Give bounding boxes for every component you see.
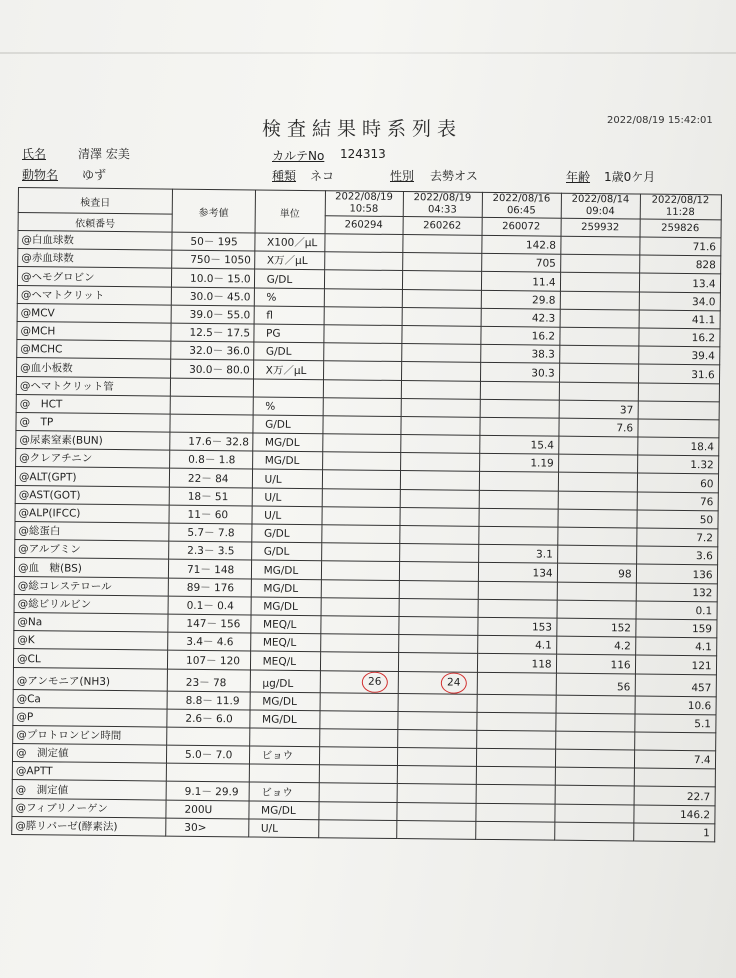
unit: % (254, 288, 324, 307)
reference-range: 10.0－ 15.0 (171, 268, 254, 287)
age-label: 年齢 (566, 170, 591, 184)
result-value (558, 454, 637, 473)
chart-no-label: カルテNo (272, 149, 325, 163)
result-value: 0.1 (636, 601, 717, 620)
result-value: 18.4 (637, 437, 718, 456)
reference-range: 17.6－ 32.8 (170, 432, 253, 451)
col-req-5: 259826 (640, 219, 721, 238)
result-value (400, 453, 479, 472)
result-value: 116 (556, 654, 635, 673)
test-name: @アンモニア(NH3) (13, 667, 167, 691)
test-name: @ 測定値 (12, 780, 166, 800)
result-value: 71.6 (639, 237, 720, 256)
result-value (324, 288, 402, 307)
result-value (319, 710, 397, 729)
result-value (398, 635, 477, 654)
chart-no: 124313 (340, 147, 386, 161)
reference-range: 107－ 120 (167, 650, 250, 669)
result-value (320, 652, 398, 671)
result-value: 3.1 (478, 545, 557, 564)
result-value: 30.3 (480, 363, 559, 382)
result-value (401, 325, 480, 344)
result-value (400, 471, 479, 490)
test-name: @ HCT (16, 394, 170, 414)
result-value (319, 729, 397, 748)
reference-range: 8.8－ 11.9 (167, 691, 250, 710)
result-value (402, 235, 481, 254)
result-value: 4.2 (556, 636, 635, 655)
test-name: @ヘモグロビン (17, 267, 171, 287)
test-name: @AST(GOT) (15, 485, 169, 505)
unit: G/DL (254, 269, 324, 288)
unit: MEQ/L (250, 615, 320, 634)
result-value (554, 822, 633, 841)
unit: MEQ/L (250, 651, 320, 670)
result-value (559, 382, 638, 401)
test-name: @MCH (17, 321, 171, 341)
result-value: 142.8 (481, 235, 560, 254)
header-reference: 参考値 (172, 189, 255, 233)
result-value (322, 452, 400, 471)
result-value (555, 786, 634, 805)
result-value (320, 616, 398, 635)
reference-range: 5.0－ 7.0 (166, 745, 249, 764)
unit: % (253, 397, 323, 416)
result-value (322, 488, 400, 507)
col-date-1: 2022/08/19 10:58 (325, 191, 403, 217)
result-value (397, 784, 476, 803)
test-name: @総ビリルビン (14, 594, 168, 614)
result-value (476, 767, 555, 786)
result-value (401, 398, 480, 417)
result-value (634, 768, 715, 787)
result-value (320, 634, 398, 653)
test-name: @総蛋白 (15, 521, 169, 541)
result-value (480, 381, 559, 400)
result-value (397, 748, 476, 767)
result-value (320, 670, 398, 693)
test-name: @APTT (12, 762, 166, 782)
result-value: 132 (636, 583, 717, 602)
result-value: 3.6 (636, 546, 717, 565)
result-value: 1 (633, 823, 714, 842)
result-value (479, 508, 558, 527)
test-name: @ALT(GPT) (15, 467, 169, 487)
result-value (321, 597, 399, 616)
result-value (402, 253, 481, 272)
unit: U/L (248, 819, 318, 838)
result-value (476, 730, 555, 749)
unit: X万／μL (254, 251, 324, 270)
reference-range: 5.7－ 7.8 (169, 523, 252, 542)
reference-range: 71－ 148 (168, 559, 251, 578)
test-name: @フィブリノーゲン (12, 798, 166, 818)
test-name: @ TP (16, 412, 170, 432)
result-value: 7.2 (636, 528, 717, 547)
reference-range: 0.8－ 1.8 (170, 450, 253, 469)
result-value: 153 (477, 617, 556, 636)
test-name: @血小板数 (17, 358, 171, 378)
result-value (555, 767, 634, 786)
result-value: 98 (557, 564, 636, 583)
col-date-3: 2022/08/16 06:45 (482, 192, 561, 218)
result-value (398, 671, 477, 694)
reference-range (170, 414, 253, 433)
animal-label: 動物名 (22, 168, 59, 182)
unit: X100／μL (254, 233, 324, 252)
result-value: 31.6 (638, 364, 719, 383)
result-value (560, 236, 639, 255)
header-request-no: 依頼番号 (18, 213, 172, 233)
result-value: 16.2 (480, 326, 559, 345)
result-value: 22.7 (634, 786, 715, 805)
col-date-2: 2022/08/19 04:33 (403, 192, 482, 218)
reference-range: 2.6－ 6.0 (167, 709, 250, 728)
result-value (475, 821, 554, 840)
result-value (321, 525, 399, 544)
reference-range (170, 378, 253, 397)
unit (249, 728, 319, 747)
result-value (478, 581, 557, 600)
reference-range: 89－ 176 (168, 578, 251, 597)
result-value (560, 309, 639, 328)
result-value (558, 491, 637, 510)
result-value: 37 (559, 400, 638, 419)
test-name: @尿素窒素(BUN) (16, 431, 170, 451)
report-title: 検査結果時系列表 (262, 118, 463, 140)
unit: U/L (252, 506, 322, 525)
result-value (556, 695, 635, 714)
print-timestamp: 2022/08/19 15:42:01 (607, 115, 713, 126)
reference-range: 30.0－ 45.0 (171, 287, 254, 306)
result-value: 38.3 (480, 344, 559, 363)
result-value: 121 (635, 655, 716, 674)
result-value (557, 600, 636, 619)
result-value (479, 472, 558, 491)
result-value (319, 801, 397, 820)
result-value (323, 379, 401, 398)
reference-range: 22－ 84 (169, 469, 252, 488)
result-value (323, 343, 401, 362)
reference-range: 11－ 60 (169, 505, 252, 524)
test-name: @ヘマトクリット (17, 285, 171, 305)
unit: MG/DL (249, 710, 319, 729)
result-value: 7.6 (559, 418, 638, 437)
reference-range: 32.0－ 36.0 (171, 341, 254, 360)
result-value (476, 748, 555, 767)
result-value (476, 712, 555, 731)
col-req-1: 260294 (325, 216, 403, 235)
reference-range: 30.0－ 80.0 (171, 359, 254, 378)
result-value: 118 (477, 654, 556, 673)
result-value (478, 526, 557, 545)
result-value (400, 435, 479, 454)
result-value: 42.3 (481, 308, 560, 327)
test-name: @総コレステロール (14, 576, 168, 596)
result-value (638, 419, 719, 438)
result-value: 828 (639, 255, 720, 274)
result-value (402, 289, 481, 308)
result-value (399, 544, 478, 563)
test-name: @赤血球数 (18, 249, 172, 269)
result-value (323, 361, 401, 380)
result-value (555, 713, 634, 732)
result-value (480, 399, 559, 418)
unit: G/DL (251, 524, 321, 543)
results-table (11, 187, 721, 842)
result-value (399, 526, 478, 545)
test-name: @プロトロンビン時間 (13, 725, 167, 745)
reference-range: 2.3－ 3.5 (169, 541, 252, 560)
col-req-4: 259932 (561, 218, 640, 237)
owner-name: 清澤 宏美 (78, 147, 130, 161)
result-value (397, 711, 476, 730)
reference-range: 9.1－ 29.9 (166, 782, 249, 801)
age: 1歳0ケ月 (604, 170, 656, 184)
unit (253, 378, 323, 397)
species: ネコ (310, 169, 335, 183)
col-req-2: 260262 (403, 217, 482, 236)
result-value (638, 383, 719, 402)
result-value (398, 616, 477, 635)
result-value: 146.2 (633, 805, 714, 824)
reference-range (170, 396, 253, 415)
col-req-3: 260072 (482, 217, 561, 236)
result-value: 152 (556, 618, 635, 637)
result-value (396, 802, 475, 821)
result-value (318, 819, 396, 838)
test-name: @クレアチニン (16, 449, 170, 469)
reference-range: 18－ 51 (169, 487, 252, 506)
result-value (324, 270, 402, 289)
result-value (323, 325, 401, 344)
result-value (324, 306, 402, 325)
unit: MG/DL (252, 451, 322, 470)
header-test-date: 検査日 (18, 188, 172, 215)
species-label: 種類 (272, 169, 297, 183)
result-value: 159 (635, 619, 716, 638)
test-name: @Na (14, 612, 168, 632)
result-value (479, 490, 558, 509)
result-value: 7.4 (634, 750, 715, 769)
unit: X万／μL (253, 360, 323, 379)
result-value (475, 803, 554, 822)
animal-name: ゆず (82, 168, 107, 182)
result-value: 39.4 (638, 346, 719, 365)
result-value (320, 692, 398, 711)
test-name: @ALP(IFCC) (15, 503, 169, 523)
result-value (319, 765, 397, 784)
result-value (321, 561, 399, 580)
test-name: @ 測定値 (12, 744, 166, 764)
result-value (323, 416, 401, 435)
result-value (557, 545, 636, 564)
result-value (322, 434, 400, 453)
test-name: @血 糖(BS) (14, 558, 168, 578)
result-value (319, 747, 397, 766)
result-value (560, 291, 639, 310)
result-value (397, 766, 476, 785)
result-value: 11.4 (481, 272, 560, 291)
reference-range: 147－ 156 (168, 614, 251, 633)
result-value (402, 271, 481, 290)
result-value: 5.1 (634, 714, 715, 733)
test-name: @MCHC (17, 340, 171, 360)
result-value: 16.2 (638, 328, 719, 347)
result-value (324, 234, 402, 253)
result-value (477, 694, 556, 713)
result-value (398, 653, 477, 672)
result-value (401, 380, 480, 399)
reference-range (166, 763, 249, 782)
test-name: @CL (13, 649, 167, 669)
result-value: 457 (635, 673, 716, 696)
reference-range: 0.1－ 0.4 (168, 596, 251, 615)
result-value: 34.0 (639, 292, 720, 311)
result-value (558, 509, 637, 528)
result-value: 705 (481, 254, 560, 273)
sex: 去勢オス (430, 169, 478, 183)
unit: PG (253, 324, 323, 343)
unit: U/L (252, 488, 322, 507)
result-value (399, 562, 478, 581)
result-value (402, 307, 481, 326)
reference-range: 50－ 195 (172, 232, 255, 251)
result-value: 15.4 (479, 435, 558, 454)
result-value (558, 436, 637, 455)
result-value (401, 344, 480, 363)
result-value (321, 543, 399, 562)
reference-range: 200U (166, 800, 249, 819)
reference-range: 23－ 78 (167, 669, 250, 692)
result-value (557, 582, 636, 601)
result-value: 134 (478, 563, 557, 582)
unit (249, 764, 319, 783)
result-value (323, 397, 401, 416)
result-value (560, 273, 639, 292)
reference-range: 750－ 1050 (172, 250, 255, 269)
result-value (554, 804, 633, 823)
unit: MG/DL (251, 560, 321, 579)
result-value (559, 345, 638, 364)
test-name: @MCV (17, 303, 171, 323)
result-value: 56 (556, 673, 635, 696)
unit: MG/DL (251, 579, 321, 598)
unit: G/DL (253, 415, 323, 434)
reference-range: 3.4－ 4.6 (168, 632, 251, 651)
result-value (321, 579, 399, 598)
result-value: 136 (636, 564, 717, 583)
result-value (396, 820, 475, 839)
result-value (398, 693, 477, 712)
unit: U/L (252, 469, 322, 488)
unit: fl (254, 306, 324, 325)
test-name: @膵リパーゼ(酵素法) (12, 816, 166, 836)
reference-range: 30> (166, 818, 249, 837)
result-value (555, 749, 634, 768)
test-name: @ヘマトクリット管 (16, 376, 170, 396)
result-value (634, 732, 715, 751)
result-value (401, 416, 480, 435)
result-value (401, 362, 480, 381)
result-value (476, 785, 555, 804)
col-date-4: 2022/08/14 09:04 (561, 193, 640, 219)
paper-fold (0, 52, 736, 54)
result-value (399, 580, 478, 599)
handwritten-circle: 26 (362, 671, 388, 692)
result-value (557, 527, 636, 546)
result-value (477, 672, 556, 695)
reference-range: 12.5－ 17.5 (171, 323, 254, 342)
result-value (397, 729, 476, 748)
result-value: 60 (637, 473, 718, 492)
unit: MG/DL (251, 597, 321, 616)
handwritten-circle: 24 (441, 672, 467, 693)
unit: ビョウ (249, 746, 319, 765)
reference-range (167, 727, 250, 746)
result-value (555, 731, 634, 750)
unit: MEQ/L (250, 633, 320, 652)
result-value (322, 470, 400, 489)
test-name: @Ca (13, 689, 167, 709)
result-value (478, 599, 557, 618)
result-value: 41.1 (639, 310, 720, 329)
result-value: 4.1 (635, 637, 716, 656)
result-value: 1.19 (479, 454, 558, 473)
result-value: 4.1 (477, 635, 556, 654)
owner-label: 氏名 (22, 147, 47, 161)
result-value (319, 783, 397, 802)
result-value: 29.8 (481, 290, 560, 309)
result-value (400, 507, 479, 526)
unit: ビョウ (249, 782, 319, 801)
result-value (559, 327, 638, 346)
unit: MG/DL (249, 801, 319, 820)
unit: G/DL (253, 342, 323, 361)
unit: μg/DL (250, 669, 320, 692)
result-value (324, 252, 402, 271)
result-value (480, 417, 559, 436)
result-value: 13.4 (639, 273, 720, 292)
unit: MG/DL (250, 691, 320, 710)
result-value (638, 401, 719, 420)
result-value (399, 598, 478, 617)
unit: MG/DL (252, 433, 322, 452)
result-value (560, 254, 639, 273)
result-value: 10.6 (635, 695, 716, 714)
sex-label: 性別 (390, 169, 415, 183)
result-value (322, 507, 400, 526)
result-value: 76 (637, 492, 718, 511)
reference-range: 39.0－ 55.0 (171, 305, 254, 324)
result-value: 50 (637, 510, 718, 529)
result-value (559, 363, 638, 382)
header-unit: 単位 (255, 190, 325, 234)
test-name: @白血球数 (18, 231, 172, 251)
result-value (558, 473, 637, 492)
test-name: @P (13, 707, 167, 727)
test-name: @K (14, 631, 168, 651)
unit: G/DL (251, 542, 321, 561)
result-value (400, 489, 479, 508)
test-name: @アルブミン (15, 540, 169, 560)
result-value: 1.32 (637, 455, 718, 474)
col-date-5: 2022/08/12 11:28 (640, 194, 721, 220)
